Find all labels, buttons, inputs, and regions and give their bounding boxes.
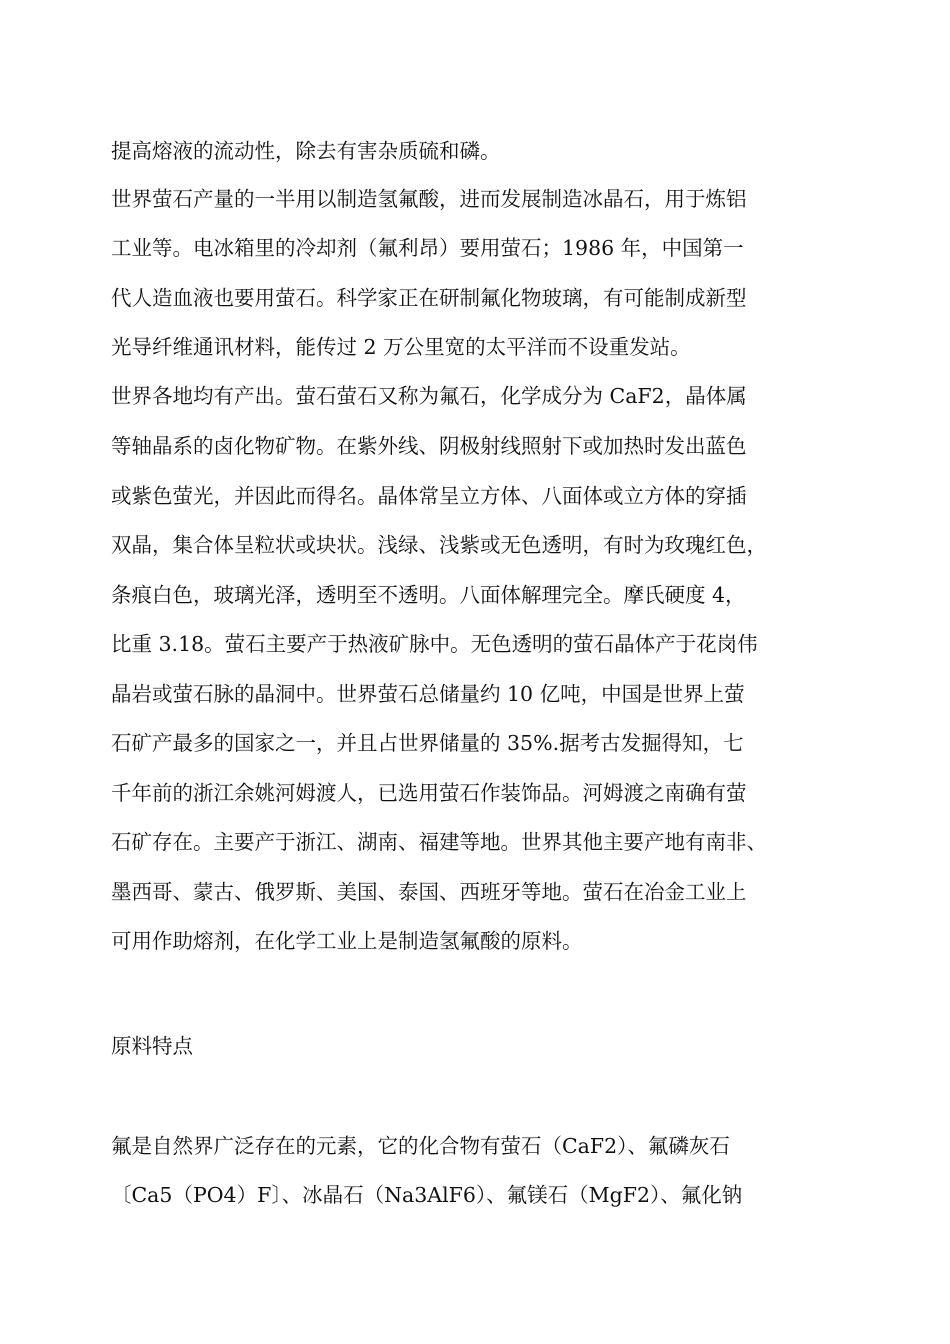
text-line: 条痕白色，玻璃光泽，透明至不透明。八面体解理完全。摩氏硬度 4， (111, 583, 746, 607)
text-line: 代人造血液也要用萤石。科学家正在研制氟化物玻璃，有可能制成新型 (111, 286, 747, 310)
text-line: 可用作助熔剂，在化学工业上是制造氢氟酸的原料。 (111, 929, 583, 953)
text-line: 石矿存在。主要产于浙江、湖南、福建等地。世界其他主要产地有南非、 (111, 830, 767, 854)
text-line: 氟是自然界广泛存在的元素，它的化合物有萤石（CaF2）、氟磷灰石 (111, 1134, 730, 1158)
text-line: 等轴晶系的卤化物矿物。在紫外线、阴极射线照射下或加热时发出蓝色 (111, 434, 747, 458)
text-line: 石矿产最多的国家之一，并且占世界储量的 35%.据考古发掘得知，七 (111, 731, 744, 755)
text-line: 千年前的浙江余姚河姆渡人，已选用萤石作装饰品。河姆渡之南确有萤 (111, 781, 747, 805)
text-line: 〔Ca5（PO4）F〕、冰晶石（Na3AlF6）、氟镁石（MgF2）、氟化钠 (111, 1183, 743, 1207)
text-line: 比重 3.18。萤石主要产于热液矿脉中。无色透明的萤石晶体产于花岗伟 (111, 632, 758, 656)
text-line: 提高熔液的流动性，除去有害杂质硫和磷。 (111, 139, 501, 163)
text-line: 世界萤石产量的一半用以制造氢氟酸，进而发展制造冰晶石，用于炼铝 (111, 187, 747, 211)
text-line: 双晶，集合体呈粒状或块状。浅绿、浅紫或无色透明，有时为玫瑰红色， (111, 533, 767, 557)
text-line: 墨西哥、蒙古、俄罗斯、美国、泰国、西班牙等地。萤石在冶金工业上 (111, 880, 747, 904)
text-line: 工业等。电冰箱里的冷却剂（氟利昂）要用萤石；1986 年，中国第一 (111, 236, 744, 260)
section-heading: 原料特点 (111, 1034, 193, 1058)
text-line: 晶岩或萤石脉的晶洞中。世界萤石总储量约 10 亿吨，中国是世界上萤 (111, 682, 745, 706)
text-line: 光导纤维通讯材料，能传过 2 万公里宽的太平洋而不设重发站。 (111, 335, 691, 359)
text-line: 或紫色萤光，并因此而得名。晶体常呈立方体、八面体或立方体的穿插 (111, 484, 747, 508)
text-line: 世界各地均有产出。萤石萤石又称为氟石，化学成分为 CaF2，晶体属 (111, 384, 747, 408)
